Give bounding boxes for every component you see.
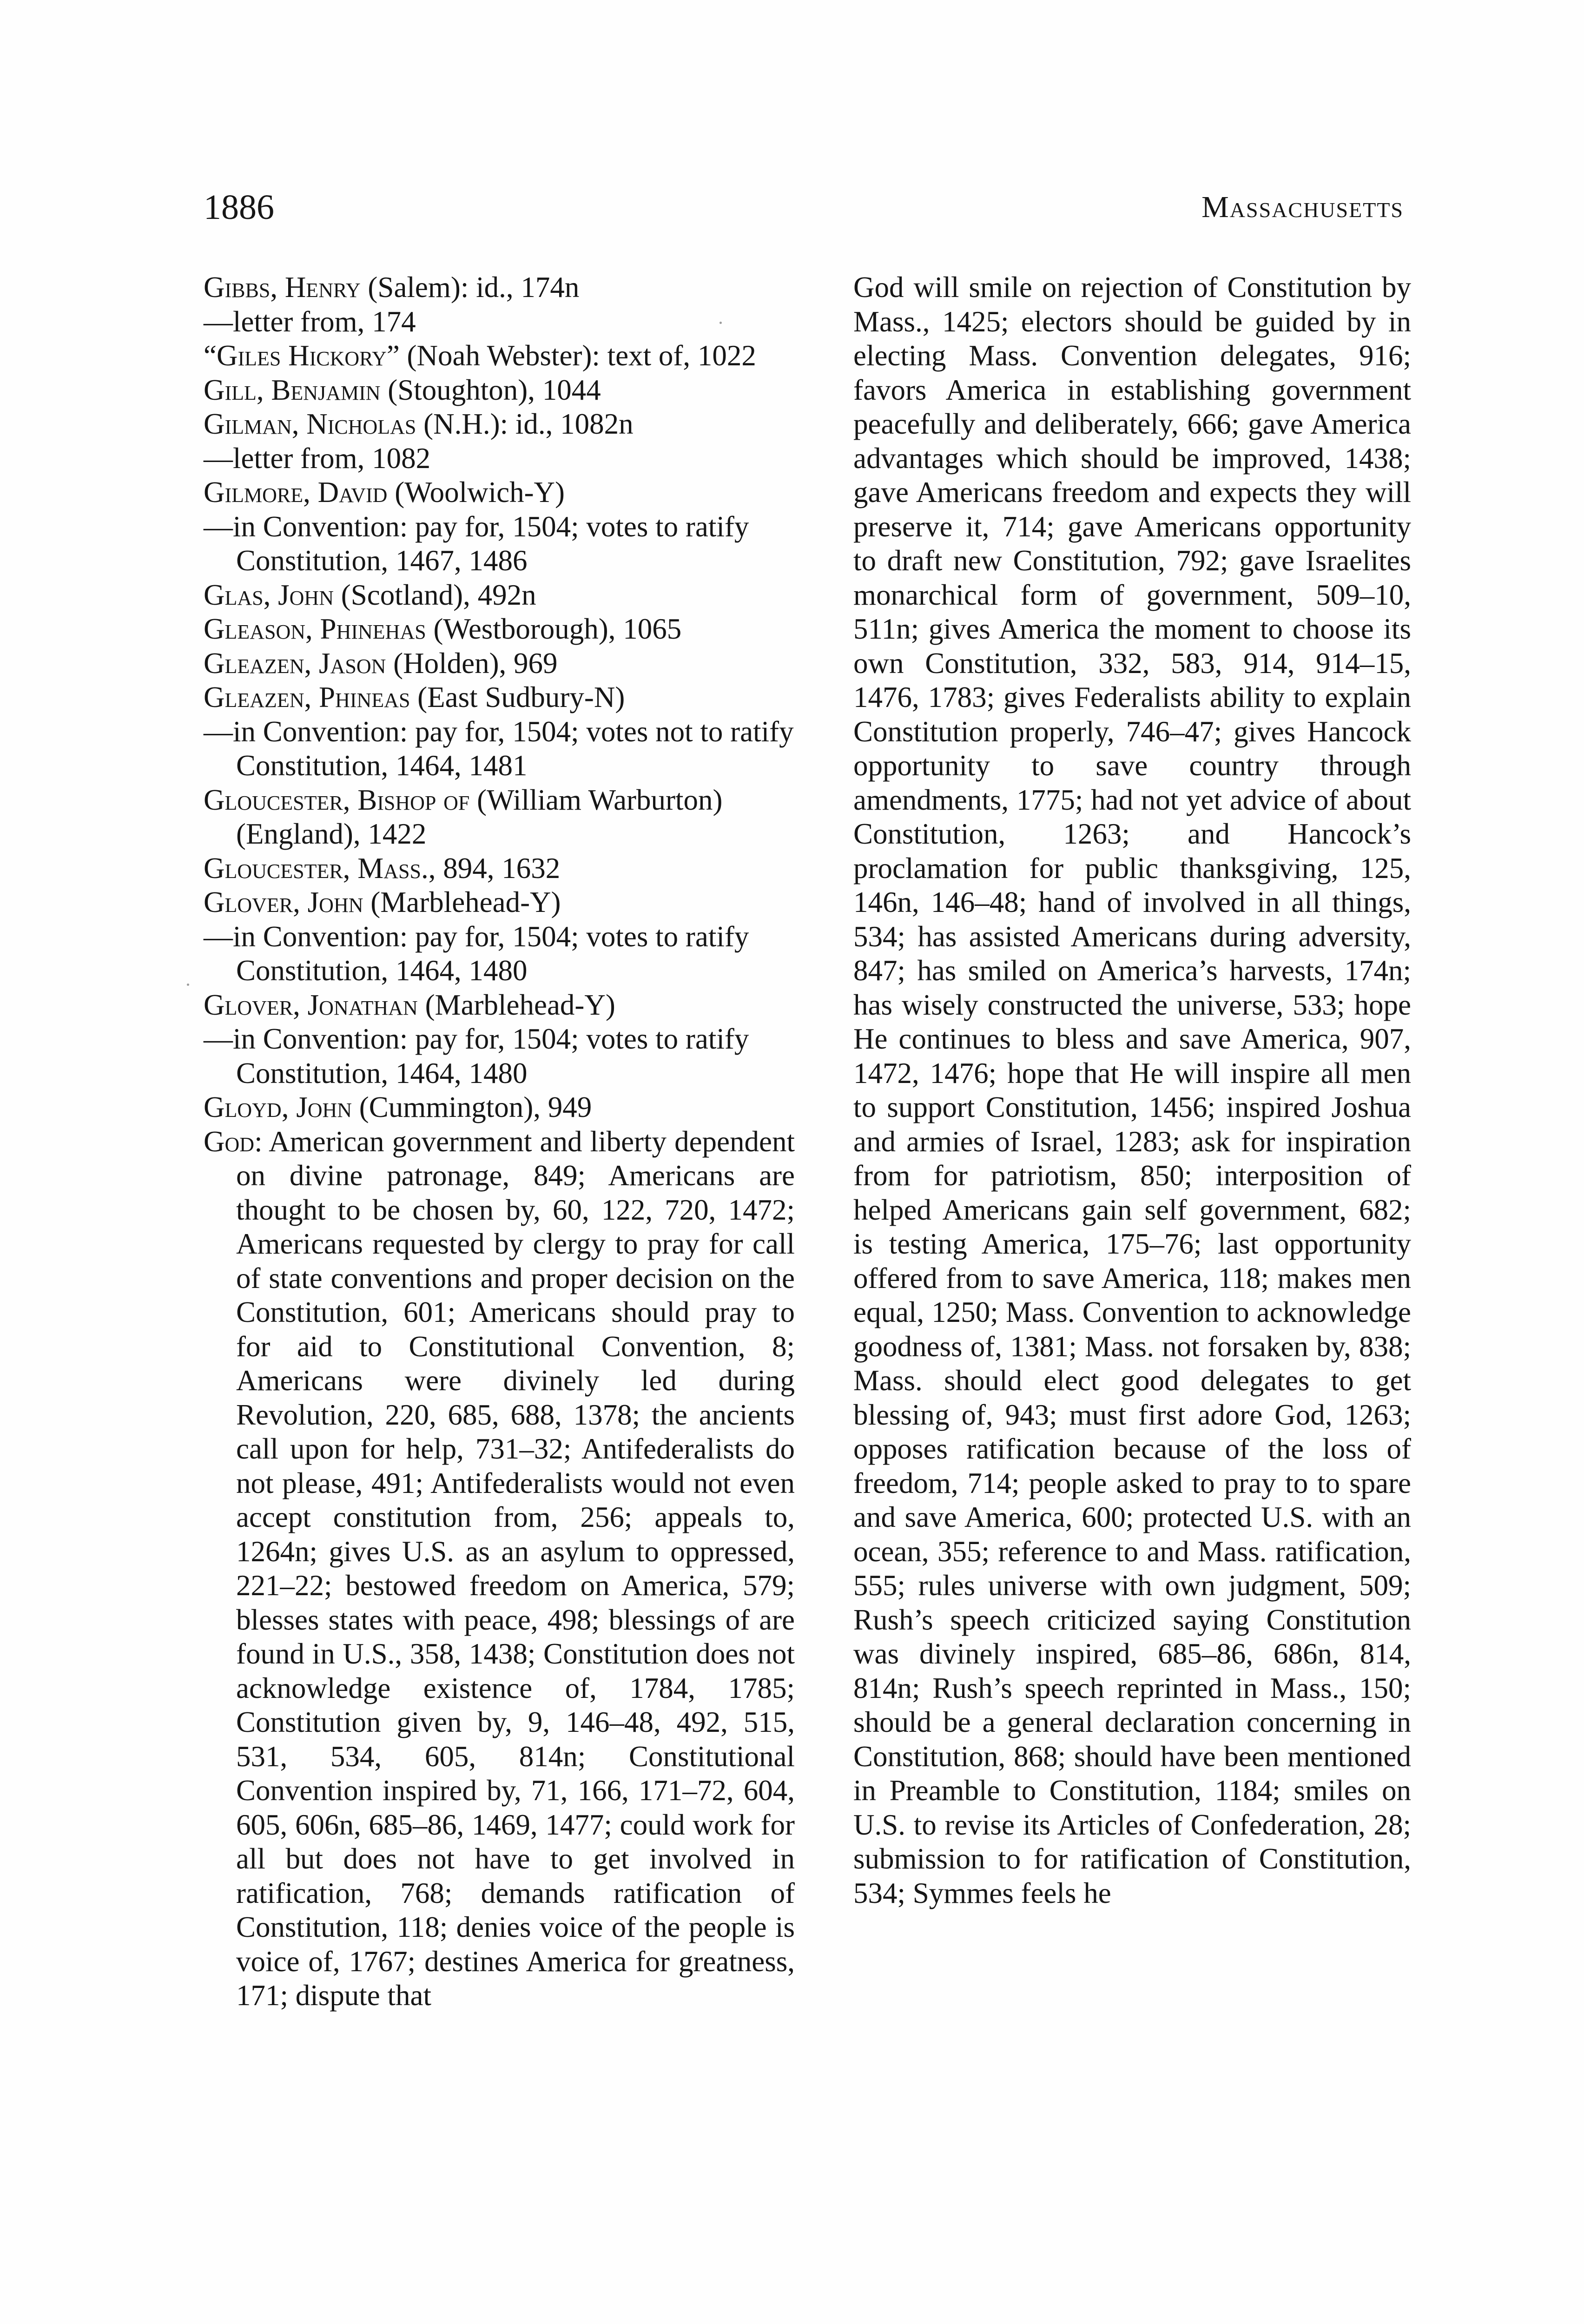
index-entry xyxy=(204,271,795,305)
page-header xyxy=(204,184,1404,231)
index-entry xyxy=(204,407,795,442)
entry-text: —in Convention: pay for, 1504; votes to ratify Constitution, 1467, 1486 xyxy=(204,510,749,577)
entry-text: (Stoughton), 1044 xyxy=(380,373,601,406)
index-entry xyxy=(204,920,795,988)
entry-text: (Westborough), 1065 xyxy=(426,613,682,645)
index-entry xyxy=(204,885,795,920)
entry-text: (Woolwich-Y) xyxy=(387,476,565,508)
index-entry xyxy=(204,647,795,681)
entry-heading: Gleazen, Jason xyxy=(204,647,386,680)
index-entry xyxy=(204,578,795,613)
index-entry xyxy=(204,373,795,408)
index-entry xyxy=(204,612,795,647)
entry-text: : American government and liberty dependent on divine patronage, 849; Americans are thought to be chosen by, 60, 122, 720, 1472; Americans requested by clergy to pray for call of state conventions and proper decision on the Constitution, 601; Americans should pray to for aid to Constitutional Convention, 8; Americans were divinely led during Revolution, 220, 685, 688, 1378; the ancients call upon for help, 731–32; Antifederalists do not please, 491; Antifederalists would not even accept constitution from, 256; appeals to, 1264n; gives U.S. as an asylum to oppressed, 221–22; bestowed freedom on America, 579; blesses states with peace, 498; blessings of are found in U.S., 358, 1438; Constitution does not acknowledge existence of, 1784, 1785; Constitution given by, 9, 146–48, 492, 515, 531, 534, 605, 814n; Constitutional Convention inspired by, 71, 166, 171–72, 604, 605, 606n, 685–86, 1469, 1477; could work for all but does not have to get involved in ratification, 768; demands ratification of Constitution, 118; denies voice of the people is voice of, 1767; destines America for greatness, 171; dispute that xyxy=(236,1125,795,2012)
entry-heading: Gleason, Phinehas xyxy=(204,613,426,645)
index-entry xyxy=(204,680,795,715)
index-entry xyxy=(204,510,795,578)
running-head: Massachusetts xyxy=(1201,190,1404,224)
scan-speck xyxy=(187,984,189,986)
entry-text: —in Convention: pay for, 1504; votes to ratify Constitution, 1464, 1480 xyxy=(204,920,749,987)
scan-speck xyxy=(719,322,722,324)
entry-text: (William Warburton) (England), 1422 xyxy=(236,783,723,850)
index-entry xyxy=(204,1090,795,1125)
entry-text: (Salem): id., 174n xyxy=(360,271,580,304)
entry-text: (Cummington), 949 xyxy=(352,1091,592,1123)
index-entry xyxy=(204,339,795,373)
entry-text: (Holden), 969 xyxy=(386,647,558,680)
god-entry-continuation: God will smile on rejection of Constitution by Mass., 1425; electors should be guided by in electing Mass. Convention delegates, 916; favors America in establishing government peacefully and deliberately, 666; gave America advantages which should be improved, 1438; gave Americans freedom and expects they will preserve it, 714; gave Americans opportunity to draft new Constitution, 792; gave Israelites monarchical form of government, 509–10, 511n; gives America the moment to choose its own Constitution, 332, 583, 914, 914–15, 1476, 1783; gives Federalists ability to explain Constitution properly, 746–47; gives Hancock opportunity to save country through amendments, 1775; had not yet advice of about Constitution, 1263; and Hancock’s proclamation for public thanksgiving, 125, 146n, 146–48; hand of involved in all things, 534; has assisted Americans during adversity, 847; has smiled on America’s harvests, 174n; has wisely constructed the universe, 533; hope He continues to bless and save America, 907, 1472, 1476; hope that He will inspire all men to support Constitution, 1456; inspired Joshua and armies of Israel, 1283; ask for inspiration from for patriotism, 850; interposition of helped Americans gain self government, 682; is testing America, 175–76; last opportunity offered from to save America, 118; makes men equal, 1250; Mass. Convention to acknowledge goodness of, 1381; Mass. not forsaken by, 838; Mass. should elect good delegates to get blessing of, 943; must first adore God, 1263; opposes ratification because of the loss of freedom, 714; people asked to pray to to spare and save America, 600; protected U.S. with an ocean, 355; reference to and Mass. ratification, 555; rules universe with own judgment, 509; Rush’s speech criticized saying Constitution was divinely inspired, 685–86, 686n, 814, 814n; Rush’s speech reprinted in Mass., 150; should be a general declaration concerning in Constitution, 868; should have been mentioned in Preamble to Constitution, 1184; smiles on U.S. to revise its Articles of Confederation, 28; submission to for ratification of Constitution, 534; Symmes feels he xyxy=(853,271,1411,1909)
entry-text: (Scotland), 492n xyxy=(333,578,536,611)
index-entry xyxy=(204,1022,795,1090)
index-entry xyxy=(204,305,795,339)
entry-heading: “Giles Hickory” xyxy=(204,339,400,372)
entry-heading: Gibbs, Henry xyxy=(204,271,361,304)
entry-text: (Noah Webster): text of, 1022 xyxy=(399,339,756,372)
index-entry xyxy=(204,715,795,783)
entry-heading: Gill, Benjamin xyxy=(204,373,381,406)
entry-heading: Glover, John xyxy=(204,886,363,918)
entry-heading: Glas, John xyxy=(204,578,334,611)
entry-text: —in Convention: pay for, 1504; votes not to ratify Constitution, 1464, 1481 xyxy=(204,715,794,782)
index-column-left xyxy=(204,271,795,2013)
entry-heading: Gloyd, John xyxy=(204,1091,352,1123)
index-entry xyxy=(204,852,795,886)
index-entry xyxy=(204,442,795,476)
entry-text: (East Sudbury-N) xyxy=(410,681,625,713)
index-entry xyxy=(204,783,795,852)
index-entry xyxy=(204,988,795,1023)
entry-heading: Glover, Jonathan xyxy=(204,988,418,1021)
entry-text: —letter from, 1082 xyxy=(204,442,431,475)
index-column-right xyxy=(853,271,1411,1910)
entry-text: (N.H.): id., 1082n xyxy=(416,408,634,440)
entry-text: (Marblehead-Y) xyxy=(417,988,615,1021)
entry-text: (Marblehead-Y) xyxy=(363,886,561,918)
entry-heading: God xyxy=(204,1125,255,1158)
page-number: 1886 xyxy=(204,188,274,227)
entry-heading: Gleazen, Phineas xyxy=(204,681,410,713)
entry-heading: Gloucester, Mass. xyxy=(204,852,429,885)
index-entry xyxy=(204,475,795,510)
entry-text: , 894, 1632 xyxy=(428,852,561,885)
entry-heading: Gloucester, Bishop of xyxy=(204,783,470,816)
entry-heading: Gilmore, David xyxy=(204,476,388,508)
entry-text: —in Convention: pay for, 1504; votes to ratify Constitution, 1464, 1480 xyxy=(204,1023,749,1089)
index-entry-god xyxy=(204,1125,795,2013)
entry-text: —letter from, 174 xyxy=(204,305,416,338)
entry-heading: Gilman, Nicholas xyxy=(204,408,416,440)
